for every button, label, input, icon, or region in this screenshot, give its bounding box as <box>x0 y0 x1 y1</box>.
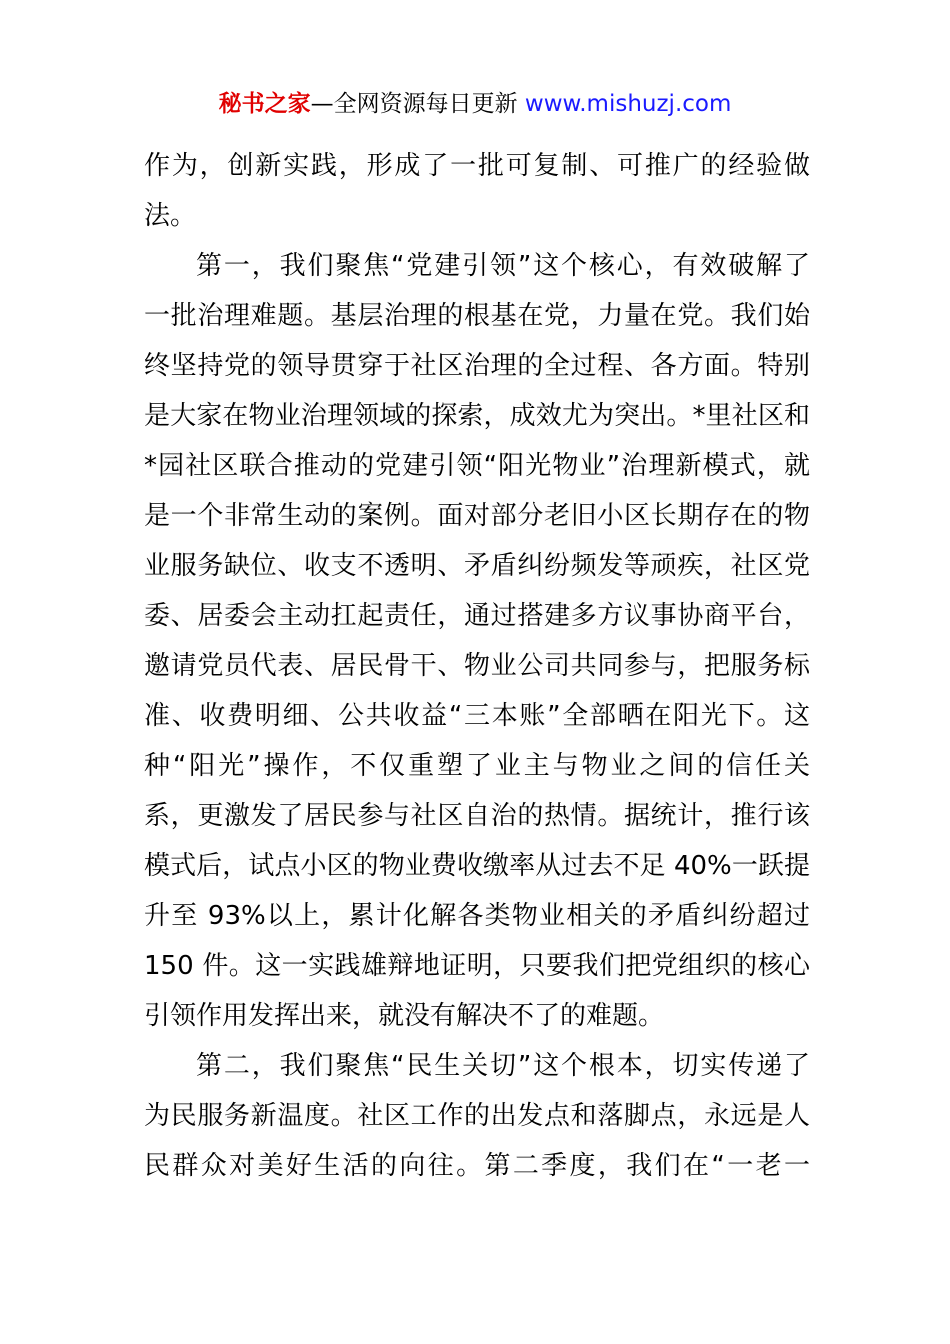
text-line: 准、收费明细、公共收益“三本账”全部晒在阳光下。这 <box>144 701 810 731</box>
paragraph-first-line: 第二，我们聚焦“民生关切”这个根本，切实传递了 <box>196 1051 810 1081</box>
text-line: 是大家在物业治理领域的探索，成效尤为突出。*里社区和 <box>144 401 810 431</box>
text-line: 系，更激发了居民参与社区自治的热情。据统计，推行该 <box>144 801 810 831</box>
text-line: 种“阳光”操作，不仅重塑了业主与物业之间的信任关 <box>144 751 810 781</box>
text-line: 邀请党员代表、居民骨干、物业公司共同参与，把服务标 <box>144 651 810 681</box>
page-header <box>0 88 950 120</box>
text-line: 终坚持党的领导贯穿于社区治理的全过程、各方面。特别 <box>144 351 810 381</box>
text-line: 升至 93%以上，累计化解各类物业相关的矛盾纠纷超过 <box>144 901 810 931</box>
text-line: 引领作用发挥出来，就没有解决不了的难题。 <box>144 1001 665 1031</box>
text-line: 民群众对美好生活的向往。第二季度，我们在“一老一 <box>144 1151 810 1181</box>
text-line: 法。 <box>144 201 197 231</box>
text-line: *园社区联合推动的党建引领“阳光物业”治理新模式，就 <box>144 451 810 481</box>
site-url: www.mishuzj.com <box>524 91 732 117</box>
document-body <box>144 141 810 1191</box>
text-line: 是一个非常生动的案例。面对部分老旧小区长期存在的物 <box>144 501 810 531</box>
text-line: 委、居委会主动扛起责任，通过搭建多方议事协商平台， <box>144 601 810 631</box>
text-line: 150 件。这一实践雄辩地证明，只要我们把党组织的核心 <box>144 951 810 981</box>
text-line: 为民服务新温度。社区工作的出发点和落脚点，永远是人 <box>144 1101 810 1131</box>
text-line: 业服务缺位、收支不透明、矛盾纠纷频发等顽疾，社区党 <box>144 551 810 581</box>
text-line: 作为，创新实践，形成了一批可复制、可推广的经验做 <box>144 151 810 181</box>
text-line: 模式后，试点小区的物业费收缴率从过去不足 40%一跃提 <box>144 851 810 881</box>
header-slogan: —全网资源每日更新 <box>310 91 525 117</box>
paragraph-first-line: 第一，我们聚焦“党建引领”这个核心，有效破解了 <box>196 251 810 281</box>
text-line: 一批治理难题。基层治理的根基在党，力量在党。我们始 <box>144 301 810 331</box>
brand-name: 秘书之家 <box>218 91 311 117</box>
